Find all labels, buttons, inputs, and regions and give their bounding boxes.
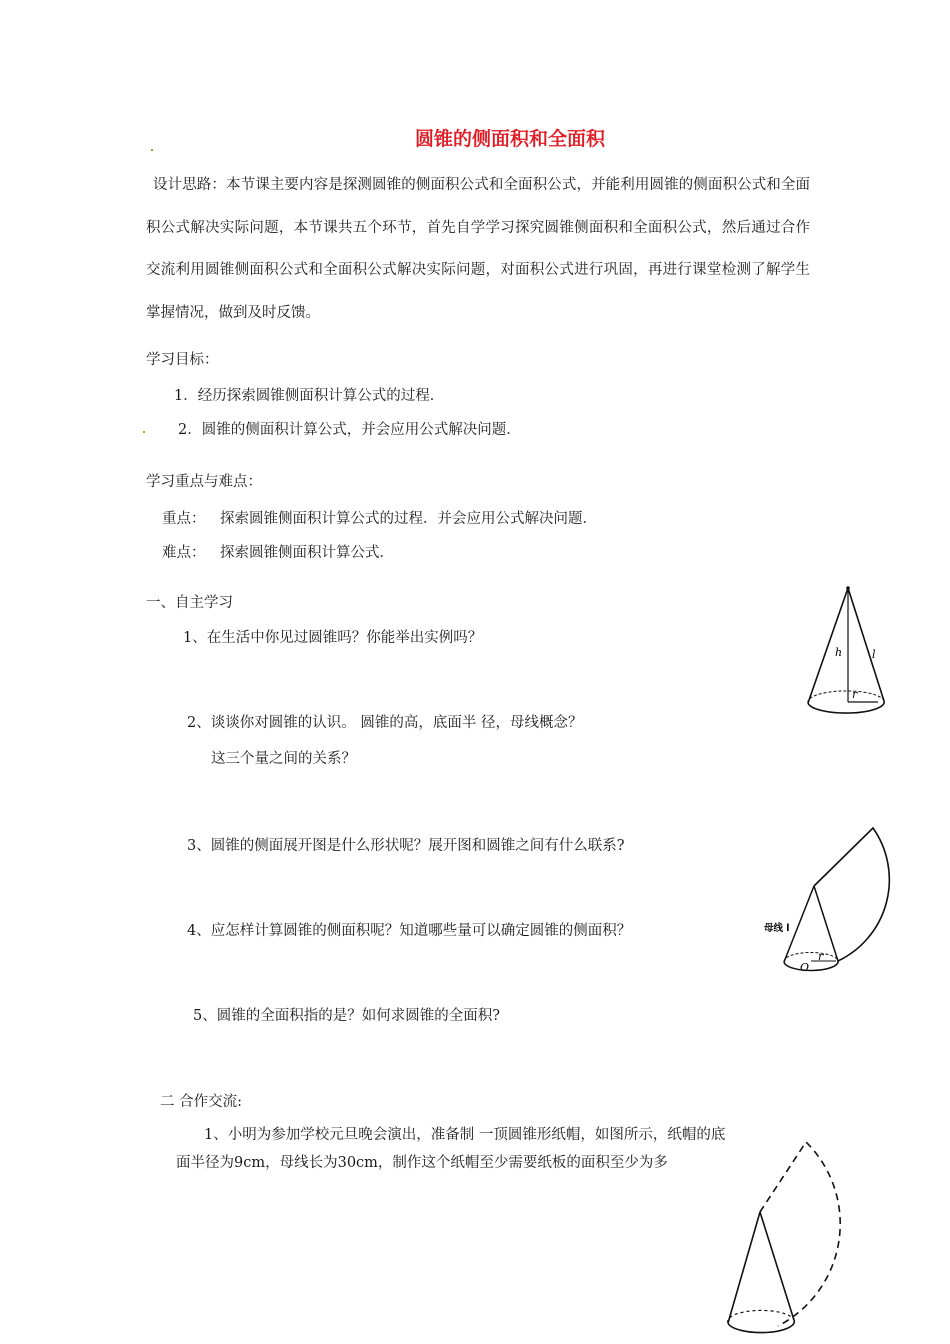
focus-text: 探索圆锥侧面积计算公式的过程．并会应用公式解决问题．: [220, 511, 597, 527]
section2-heading: 二 合作交流:: [160, 1094, 242, 1110]
objective-item: 2．圆锥的侧面积计算公式，并会应用公式解决问题．: [178, 422, 521, 438]
center-label: O: [800, 961, 810, 974]
cone-diagram: [802, 584, 892, 724]
page-title: 圆锥的侧面积和全面积: [414, 128, 605, 150]
problem-1-line2: 面半径为9cm，母线长为30cm，制作这个纸帽至少需要纸板的面积至少为多: [176, 1155, 668, 1171]
difficulty-text: 探索圆锥侧面积计算公式．: [220, 545, 394, 561]
key-points-heading: 学习重点与难点：: [146, 474, 262, 490]
height-label: h: [835, 646, 843, 659]
cone-net-diagram: [760, 824, 925, 984]
paper-hat-cone-diagram: [718, 1138, 858, 1338]
question-2-continued: 这三个量之间的关系？: [211, 751, 356, 767]
focus-label: 重点：: [162, 511, 206, 527]
question-3: 3、圆锥的侧面展开图是什么形状呢？展开图和圆锥之间有什么联系?: [187, 838, 625, 854]
question-4: 4、应怎样计算圆锥的侧面积呢？知道哪些量可以确定圆锥的侧面积？: [187, 923, 632, 939]
radius-label: r: [852, 688, 858, 701]
objective-item: 1．经历探索圆锥侧面积计算公式的过程．: [174, 388, 445, 404]
question-1: 1、在生活中你见过圆锥吗？你能举出实例吗？: [183, 630, 483, 646]
difficulty-label: 难点：: [162, 545, 206, 561]
objectives-heading: 学习目标：: [146, 352, 219, 368]
question-5: 5、圆锥的全面积指的是？如何求圆锥的全面积?: [193, 1008, 500, 1024]
radius-label: r: [818, 950, 824, 963]
problem-1-line1: 1、小明为参加学校元旦晚会演出，准备制 一顶圆锥形纸帽，如图所示，纸帽的底: [204, 1127, 726, 1143]
generatrix-label: 母线 l: [764, 923, 790, 934]
speck-mark: [143, 431, 145, 433]
slant-label: l: [872, 648, 876, 661]
section1-heading: 一、自主学习: [146, 595, 233, 611]
question-2: 2、谈谈你对圆锥的认识。 圆锥的高，底面半 径，母线概念？: [187, 715, 583, 731]
design-idea-paragraph: 设计思路：本节课主要内容是探测圆锥的侧面积公式和全面积公式，并能利用圆锥的侧面积公式和全面积公式解决实际问题，本节课共五个环节，首先自学学习探究圆锥侧面积和全面积公式，然后通过合作交流利用圆锥侧面积公式和全面积公式解决实际问题，对面积公式进行巩固，再进行课堂检测了解学生掌握情况，做到及时反馈。: [146, 177, 810, 321]
